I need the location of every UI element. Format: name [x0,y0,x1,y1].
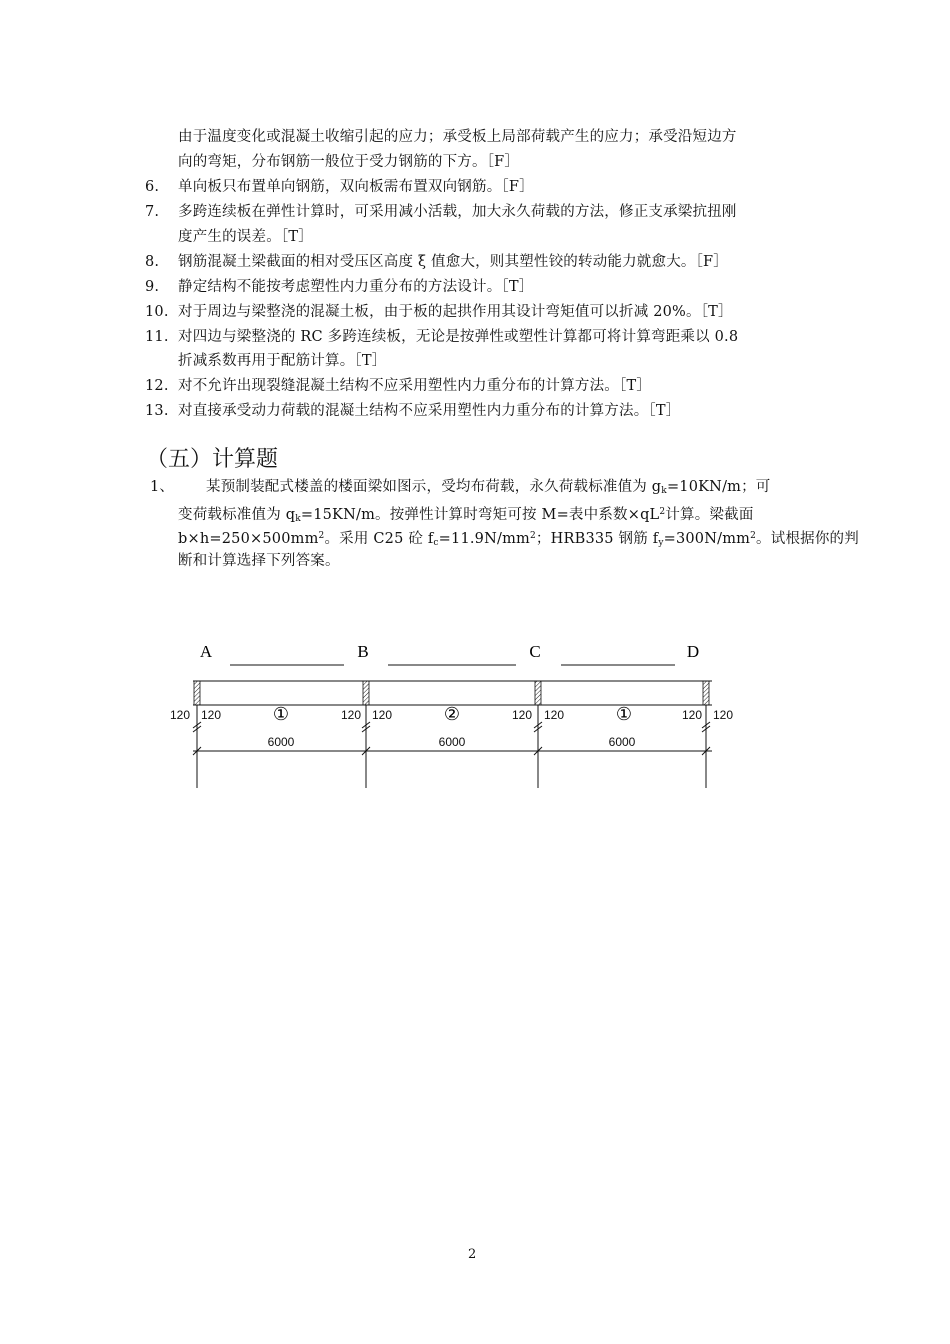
offset-label: 120 [511,708,532,722]
item-text: 静定结构不能按考虑塑性内力重分布的方法设计。［T］ [178,279,534,295]
text-run: =11.9N/mm [438,531,530,547]
item-number: 8. [145,254,160,270]
span-label: ① [272,704,290,725]
item-text: 由于温度变化或混凝土收缩引起的应力；承受板上局部荷载产生的应力；承受沿短边方 [178,129,737,145]
span-label: ① [615,704,633,725]
offset-label: 120 [169,708,190,722]
text-run: 计算。梁截面 [665,507,754,523]
support-b [363,681,369,705]
text-run: =10KN/m；可 [666,479,771,495]
offset-label: 120 [544,708,565,722]
page-number: 2 [468,1247,477,1262]
subscript: k [295,514,301,524]
support-label-c: C [529,642,541,661]
support-label-b: B [357,642,369,661]
text-run: 某预制装配式楼盖的楼面梁如图示，受均布荷载，永久荷载标准值为 g [206,479,662,495]
offset-label: 120 [713,708,734,722]
subscript: k [661,486,667,496]
item-text: 对不允许出现裂缝混凝土结构不应采用塑性内力重分布的计算方法。［T］ [178,378,652,394]
text-run: =15KN/m。按弹性计算时弯矩可按 M=表中系数×qL [300,507,660,523]
span-lengths [268,735,636,749]
item-number: 10. [145,304,169,320]
span-label: ② [443,704,461,725]
text-run: 变荷载标准值为 q [178,507,296,523]
text-run: b×h=250×500mm [178,531,319,547]
item-text: 对四边与梁整浇的 RC 多跨连续板，无论是按弹性或塑性计算都可将计算弯距乘以 0.8 [178,329,739,345]
superscript: 2 [659,507,666,517]
subscript: y [658,538,664,548]
text-run: 。采用 C25 砼 f [324,531,434,547]
support-d [703,681,709,705]
span-length: 6000 [267,735,295,749]
text-run: ；HRB335 钢筋 f [535,531,659,547]
offset-label: 120 [201,708,222,722]
span-length: 6000 [608,735,636,749]
text-run: 。试根据你的判 [756,531,859,547]
superscript: 2 [318,531,325,541]
item-text: 折减系数再用于配筋计算。［T］ [178,353,387,369]
item-number: 6. [145,179,160,195]
text-run: =300N/mm [663,531,751,547]
support-label-a: A [199,642,213,661]
item-text: 对直接承受动力荷载的混凝土结构不应采用塑性内力重分布的计算方法。［T］ [178,403,681,419]
item-number: 11. [145,329,169,345]
item-number: 7. [145,204,160,220]
support-a [194,681,200,705]
offset-label: 120 [372,708,393,722]
span-length: 6000 [438,735,466,749]
item-text: 钢筋混凝土梁截面的相对受压区高度 ξ 值愈大，则其塑性铰的转动能力就愈大。［F］ [178,254,729,270]
support-c [535,681,541,705]
subscript: c [433,538,439,548]
support-label-d: D [686,642,700,661]
item-text: 向的弯矩，分布钢筋一般位于受力钢筋的下方。［F］ [178,154,520,170]
superscript: 2 [529,531,536,541]
item-text: 单向板只布置单向钢筋，双向板需布置双向钢筋。［F］ [178,179,534,195]
problem-number: 1、 [150,479,175,495]
problem-text: 断和计算选择下列答案。 [178,553,340,569]
item-text: 对于周边与梁整浇的混凝土板，由于板的起拱作用其设计弯矩值可以折减 20%。［T］ [178,304,733,320]
item-number: 9. [145,279,160,295]
offset-label: 120 [681,708,702,722]
item-text: 多跨连续板在弹性计算时，可采用减小活载，加大永久荷载的方法，修正支承梁抗扭刚 [178,204,737,220]
section-title: （五）计算题 [146,447,279,472]
superscript: 2 [750,531,757,541]
offset-label: 120 [340,708,361,722]
item-number: 12. [145,378,169,394]
item-text: 度产生的误差。［T］ [178,229,313,245]
item-number: 13. [145,403,169,419]
